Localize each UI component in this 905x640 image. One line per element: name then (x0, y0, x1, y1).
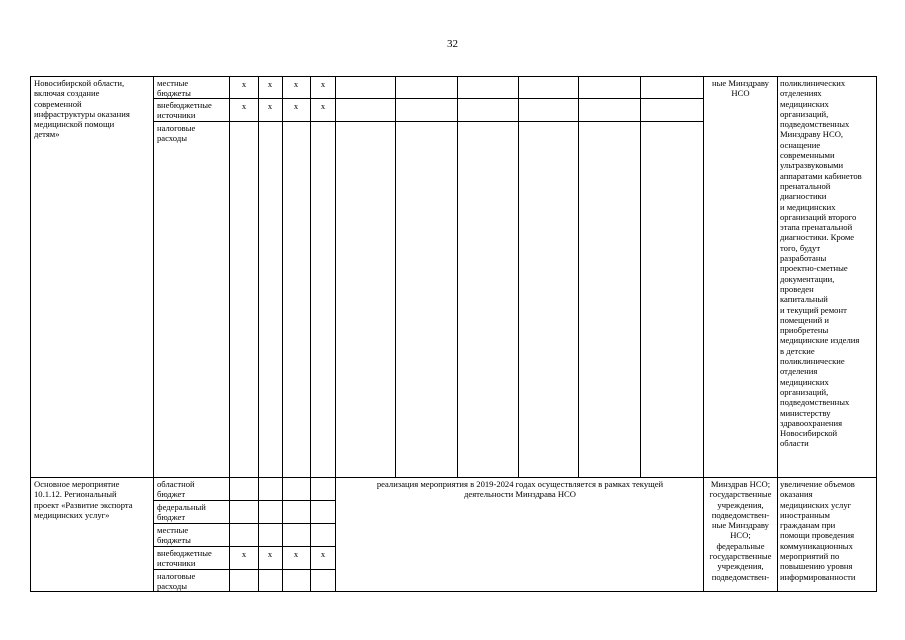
measure-name-cell: Новосибирской области, включая создание современной инфраструктуры оказания медицинской помощи детям» (34, 78, 130, 140)
expected-result-cell: увеличение объемов оказания медицинских услуг иностранным гражданам при помощи проведения коммуникационных мероприятий по повышению уровня информированности (780, 479, 856, 582)
source-tax-expenses: налоговые расходы (157, 123, 196, 144)
x-mark: x (320, 79, 326, 89)
implementation-note: реализация мероприятия в 2019-2024 годах осуществляется в рамках текущей деятельности Минздрава НСО (376, 479, 664, 500)
expected-result-cell: поликлинических отделениях медицинских организаций, подведомственных Минздраву НСО, оснащение современными ультразвуковыми аппаратами кабинетов пренатальной диагностики и медицинских организаций второго этапа пренатальной диагностики. Кроме того, будут разработаны проектно-сметные документации, проведен капитальный и текущий ремонт помещений и приобретены медицинские изделия в детские поликлинические отделения медицинских организаций, подведомственных министерству здравоохранения Новосибирской области (780, 78, 862, 449)
x-mark: x (241, 101, 247, 111)
executor-cell: ные Минздраву НСО (712, 78, 769, 99)
x-mark: x (293, 101, 299, 111)
x-mark: x (293, 549, 299, 559)
source-tax-expenses: налоговые расходы (157, 571, 196, 592)
x-mark: x (320, 549, 326, 559)
page-number: 32 (447, 38, 458, 50)
source-extrabudget: внебюджетные источники (157, 548, 212, 569)
x-mark: x (320, 101, 326, 111)
x-mark: x (241, 79, 247, 89)
x-mark: x (267, 79, 273, 89)
source-local-budgets: местные бюджеты (157, 525, 191, 546)
x-mark: x (241, 549, 247, 559)
x-mark: x (293, 79, 299, 89)
measure-name-cell: Основное мероприятие 10.1.12. Региональный проект «Развитие экспорта медицинских услуг» (34, 479, 133, 520)
source-extrabudget: внебюджетные источники (157, 100, 212, 121)
x-mark: x (267, 101, 273, 111)
source-regional-budget: областной бюджет (157, 479, 195, 500)
executor-cell: Минздрав НСО; государственные учреждения, подведомствен- ные Минздраву НСО; федеральные государственные учреждения, подведомствен- (709, 479, 772, 582)
x-mark: x (267, 549, 273, 559)
source-local-budgets: местные бюджеты (157, 78, 191, 99)
source-federal-budget: федеральный бюджет (157, 502, 206, 523)
